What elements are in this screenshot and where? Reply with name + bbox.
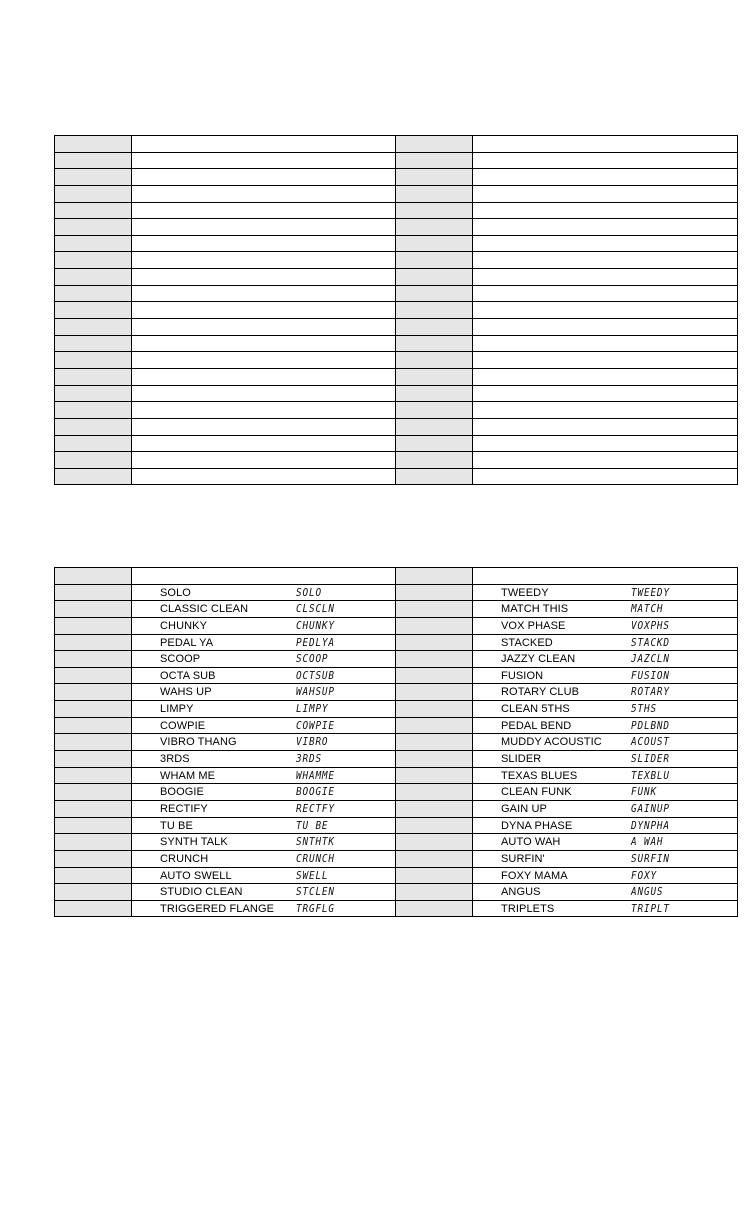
- preset-display-name: TEXBLU: [631, 768, 670, 782]
- preset-display-name: ROTARY: [631, 685, 670, 699]
- table-row: [55, 302, 738, 319]
- name-cell: [132, 235, 396, 252]
- preset-name: AUTO WAH: [501, 836, 561, 849]
- name-cell: [473, 152, 738, 169]
- number-cell: [55, 817, 132, 834]
- preset-cell: [132, 817, 396, 834]
- name-cell: [473, 252, 738, 269]
- preset-name: 3RDS: [160, 753, 190, 766]
- number-cell: [55, 269, 132, 286]
- preset-cell: [473, 667, 738, 684]
- name-cell: [132, 385, 396, 402]
- preset-name: VOX PHASE: [501, 619, 566, 632]
- number-cell: [55, 617, 132, 634]
- preset-name: MUDDY ACOUSTIC: [501, 736, 602, 749]
- preset-display-name: PDLBND: [631, 718, 670, 732]
- table-row: [55, 402, 738, 419]
- number-cell: [396, 252, 473, 269]
- name-cell: [473, 335, 738, 352]
- preset-display-name: MATCH: [631, 602, 664, 616]
- preset-cell: [132, 684, 396, 701]
- preset-cell: [132, 900, 396, 917]
- preset-name: GAIN UP: [501, 802, 547, 815]
- table-row: [55, 285, 738, 302]
- number-cell: [396, 884, 473, 901]
- number-cell: [396, 684, 473, 701]
- name-cell: [473, 202, 738, 219]
- name-cell: [473, 368, 738, 385]
- preset-cell: [473, 800, 738, 817]
- name-cell: [473, 219, 738, 236]
- table-row: [55, 751, 738, 768]
- preset-cell: [132, 634, 396, 651]
- number-cell: [55, 717, 132, 734]
- preset-cell: [473, 884, 738, 901]
- preset-display-name: OCTSUB: [296, 668, 335, 682]
- preset-cell: [473, 834, 738, 851]
- preset-display-name: FUNK: [631, 785, 657, 799]
- number-cell: [55, 651, 132, 668]
- table-row: [55, 884, 738, 901]
- number-cell: [396, 418, 473, 435]
- number-cell: [55, 136, 132, 153]
- name-cell: [473, 352, 738, 369]
- table-row: [55, 800, 738, 817]
- number-cell: [55, 402, 132, 419]
- name-cell: [473, 435, 738, 452]
- number-cell: [55, 368, 132, 385]
- preset-display-name: SURFIN: [631, 851, 670, 865]
- preset-display-name: CLSCLN: [296, 602, 335, 616]
- table-row: [55, 335, 738, 352]
- number-cell: [396, 435, 473, 452]
- preset-cell: [473, 584, 738, 601]
- name-cell: [132, 302, 396, 319]
- number-cell: [55, 767, 132, 784]
- preset-name: VIBRO THANG: [160, 736, 237, 749]
- number-cell: [55, 468, 132, 485]
- preset-display-name: GAINUP: [631, 801, 670, 815]
- number-cell: [396, 285, 473, 302]
- preset-cell: [132, 850, 396, 867]
- number-cell: [55, 252, 132, 269]
- preset-cell: [132, 867, 396, 884]
- table-row: [55, 867, 738, 884]
- name-cell: [132, 185, 396, 202]
- number-cell: [55, 235, 132, 252]
- header-name-cell: [473, 568, 738, 585]
- name-cell: [473, 269, 738, 286]
- preset-cell: [473, 850, 738, 867]
- preset-cell: [473, 684, 738, 701]
- preset-display-name: FUSION: [631, 668, 670, 682]
- preset-display-name: ACOUST: [631, 735, 670, 749]
- number-cell: [55, 319, 132, 336]
- number-cell: [396, 452, 473, 469]
- name-cell: [473, 418, 738, 435]
- name-cell: [132, 468, 396, 485]
- name-cell: [132, 269, 396, 286]
- table-row: [55, 617, 738, 634]
- number-cell: [396, 335, 473, 352]
- number-cell: [55, 867, 132, 884]
- number-cell: [396, 717, 473, 734]
- preset-cell: [473, 734, 738, 751]
- number-cell: [396, 152, 473, 169]
- preset-display-name: WAHSUP: [296, 685, 335, 699]
- preset-display-name: STCLEN: [296, 885, 335, 899]
- header-name-cell: [132, 568, 396, 585]
- number-cell: [396, 617, 473, 634]
- number-cell: [396, 834, 473, 851]
- table-row: [55, 202, 738, 219]
- preset-name: TEXAS BLUES: [501, 769, 578, 782]
- number-cell: [55, 850, 132, 867]
- preset-display-name: CRUNCH: [296, 851, 335, 865]
- number-cell: [396, 667, 473, 684]
- table-row: [55, 152, 738, 169]
- preset-cell: [473, 867, 738, 884]
- preset-name: COWPIE: [160, 719, 206, 732]
- table-row: [55, 651, 738, 668]
- table-row: [55, 784, 738, 801]
- preset-name: CLASSIC CLEAN: [160, 603, 249, 616]
- name-cell: [473, 235, 738, 252]
- name-cell: [132, 202, 396, 219]
- table-row: [55, 452, 738, 469]
- number-cell: [396, 385, 473, 402]
- number-cell: [55, 684, 132, 701]
- preset-name: TU BE: [160, 819, 193, 832]
- preset-cell: [132, 651, 396, 668]
- table-row: [55, 169, 738, 186]
- number-cell: [55, 352, 132, 369]
- preset-display-name: A WAH: [631, 835, 664, 849]
- table-row: [55, 601, 738, 618]
- factory-preset-table: [54, 567, 738, 917]
- preset-name: CLEAN FUNK: [501, 786, 572, 799]
- number-cell: [396, 402, 473, 419]
- preset-name: CLEAN 5THS: [501, 703, 570, 716]
- number-cell: [396, 468, 473, 485]
- name-cell: [132, 219, 396, 236]
- number-cell: [396, 751, 473, 768]
- preset-cell: [132, 717, 396, 734]
- table-row: [55, 684, 738, 701]
- preset-name: OCTA SUB: [160, 669, 216, 682]
- preset-name: LIMPY: [160, 703, 194, 716]
- preset-display-name: CHUNKY: [296, 618, 335, 632]
- preset-display-name: FOXY: [631, 868, 657, 882]
- number-cell: [396, 767, 473, 784]
- number-cell: [55, 834, 132, 851]
- header-number-cell: [396, 568, 473, 585]
- preset-cell: [132, 734, 396, 751]
- preset-name: FUSION: [501, 669, 544, 682]
- name-cell: [132, 169, 396, 186]
- name-cell: [132, 152, 396, 169]
- preset-name: ANGUS: [501, 886, 541, 899]
- preset-display-name: BOOGIE: [296, 785, 335, 799]
- preset-cell: [132, 667, 396, 684]
- number-cell: [396, 302, 473, 319]
- preset-name: PEDAL BEND: [501, 719, 572, 732]
- table-row: [55, 850, 738, 867]
- name-cell: [132, 368, 396, 385]
- preset-name: CRUNCH: [160, 852, 209, 865]
- table-row: [55, 185, 738, 202]
- number-cell: [55, 584, 132, 601]
- preset-name: DYNA PHASE: [501, 819, 573, 832]
- number-cell: [396, 269, 473, 286]
- table-row: [55, 817, 738, 834]
- number-cell: [55, 734, 132, 751]
- table-row: [55, 418, 738, 435]
- number-cell: [55, 152, 132, 169]
- table-row: [55, 584, 738, 601]
- number-cell: [396, 136, 473, 153]
- table-row: [55, 435, 738, 452]
- name-cell: [473, 402, 738, 419]
- preset-name: SYNTH TALK: [160, 836, 228, 849]
- preset-cell: [132, 601, 396, 618]
- number-cell: [55, 435, 132, 452]
- number-cell: [396, 867, 473, 884]
- table-row: [55, 235, 738, 252]
- preset-display-name: SOLO: [296, 585, 322, 599]
- name-cell: [473, 319, 738, 336]
- preset-name: STUDIO CLEAN: [160, 886, 243, 899]
- table-row: [55, 385, 738, 402]
- table-row: [55, 717, 738, 734]
- name-cell: [132, 418, 396, 435]
- preset-cell: [132, 751, 396, 768]
- table-row: [55, 352, 738, 369]
- preset-display-name: COWPIE: [296, 718, 335, 732]
- preset-cell: [473, 651, 738, 668]
- preset-cell: [132, 800, 396, 817]
- name-cell: [473, 136, 738, 153]
- number-cell: [396, 734, 473, 751]
- table-row: [55, 767, 738, 784]
- preset-name: JAZZY CLEAN: [501, 653, 576, 666]
- preset-name: WAHS UP: [160, 686, 212, 699]
- preset-cell: [132, 767, 396, 784]
- number-cell: [55, 667, 132, 684]
- preset-name: SOLO: [160, 586, 191, 599]
- name-cell: [473, 285, 738, 302]
- number-cell: [55, 900, 132, 917]
- preset-display-name: PEDLYA: [296, 635, 335, 649]
- number-cell: [55, 169, 132, 186]
- preset-cell: [473, 751, 738, 768]
- preset-cell: [132, 784, 396, 801]
- preset-cell: [473, 817, 738, 834]
- preset-name: MATCH THIS: [501, 603, 569, 616]
- preset-cell: [473, 767, 738, 784]
- preset-name: SLIDER: [501, 753, 542, 766]
- preset-name: ROTARY CLUB: [501, 686, 580, 699]
- number-cell: [55, 385, 132, 402]
- preset-name: SCOOP: [160, 653, 201, 666]
- preset-display-name: SNTHTK: [296, 835, 335, 849]
- number-cell: [396, 185, 473, 202]
- preset-cell: [473, 701, 738, 718]
- preset-cell: [473, 634, 738, 651]
- number-cell: [396, 850, 473, 867]
- number-cell: [396, 701, 473, 718]
- number-cell: [55, 452, 132, 469]
- preset-cell: [132, 617, 396, 634]
- number-cell: [55, 884, 132, 901]
- preset-name: TRIPLETS: [501, 902, 555, 915]
- preset-name: TWEEDY: [501, 586, 549, 599]
- name-cell: [132, 352, 396, 369]
- preset-display-name: DYNPHA: [631, 818, 670, 832]
- number-cell: [396, 800, 473, 817]
- preset-name: STACKED: [501, 636, 553, 649]
- number-cell: [396, 319, 473, 336]
- table-row: [55, 634, 738, 651]
- number-cell: [55, 202, 132, 219]
- number-cell: [55, 302, 132, 319]
- name-cell: [132, 335, 396, 352]
- number-cell: [55, 418, 132, 435]
- table-header-row: [55, 568, 738, 585]
- name-cell: [132, 402, 396, 419]
- name-cell: [132, 285, 396, 302]
- name-cell: [473, 169, 738, 186]
- number-cell: [396, 634, 473, 651]
- table-row: [55, 734, 738, 751]
- number-cell: [55, 784, 132, 801]
- preset-name: BOOGIE: [160, 786, 204, 799]
- name-cell: [473, 468, 738, 485]
- preset-cell: [473, 717, 738, 734]
- preset-cell: [132, 701, 396, 718]
- preset-display-name: WHAMME: [296, 768, 335, 782]
- header-number-cell: [55, 568, 132, 585]
- preset-display-name: SLIDER: [631, 752, 670, 766]
- preset-display-name: 5THS: [631, 702, 657, 716]
- preset-name: PEDAL YA: [160, 636, 214, 649]
- table-row: [55, 834, 738, 851]
- number-cell: [55, 601, 132, 618]
- name-cell: [473, 452, 738, 469]
- name-cell: [132, 136, 396, 153]
- preset-display-name: SWELL: [296, 868, 329, 882]
- preset-display-name: TU BE: [296, 818, 329, 832]
- preset-cell: [132, 884, 396, 901]
- preset-cell: [132, 834, 396, 851]
- number-cell: [396, 219, 473, 236]
- preset-name: CHUNKY: [160, 619, 208, 632]
- number-cell: [55, 634, 132, 651]
- preset-display-name: LIMPY: [296, 702, 329, 716]
- number-cell: [396, 584, 473, 601]
- preset-display-name: TRGFLG: [296, 901, 335, 915]
- preset-display-name: TRIPLT: [631, 901, 670, 915]
- table-row: [55, 219, 738, 236]
- preset-display-name: 3RDS: [296, 752, 322, 766]
- table-row: [55, 319, 738, 336]
- preset-display-name: RECTFY: [296, 801, 335, 815]
- preset-name: RECTIFY: [160, 802, 208, 815]
- number-cell: [396, 784, 473, 801]
- preset-name: FOXY MAMA: [501, 869, 568, 882]
- table-row: [55, 468, 738, 485]
- name-cell: [473, 385, 738, 402]
- preset-display-name: STACKD: [631, 635, 670, 649]
- number-cell: [55, 335, 132, 352]
- number-cell: [396, 202, 473, 219]
- number-cell: [396, 900, 473, 917]
- preset-display-name: SCOOP: [296, 652, 329, 666]
- number-cell: [396, 169, 473, 186]
- number-cell: [396, 352, 473, 369]
- number-cell: [396, 601, 473, 618]
- table-row: [55, 667, 738, 684]
- number-cell: [55, 185, 132, 202]
- name-cell: [132, 252, 396, 269]
- name-cell: [132, 452, 396, 469]
- name-cell: [132, 319, 396, 336]
- name-cell: [132, 435, 396, 452]
- preset-cell: [473, 784, 738, 801]
- table-row: [55, 269, 738, 286]
- preset-display-name: ANGUS: [631, 885, 664, 899]
- blank-preset-table: [54, 135, 738, 485]
- preset-display-name: JAZCLN: [631, 652, 670, 666]
- preset-display-name: TWEEDY: [631, 585, 670, 599]
- preset-cell: [473, 617, 738, 634]
- number-cell: [55, 701, 132, 718]
- table-row: [55, 368, 738, 385]
- table-row: [55, 252, 738, 269]
- number-cell: [396, 651, 473, 668]
- preset-cell: [132, 584, 396, 601]
- number-cell: [396, 817, 473, 834]
- preset-name: AUTO SWELL: [160, 869, 232, 882]
- preset-name: TRIGGERED FLANGE: [160, 902, 275, 915]
- table-row: [55, 900, 738, 917]
- number-cell: [55, 285, 132, 302]
- table-row: [55, 136, 738, 153]
- preset-name: SURFIN': [501, 852, 545, 865]
- number-cell: [396, 368, 473, 385]
- preset-cell: [473, 900, 738, 917]
- preset-cell: [473, 601, 738, 618]
- name-cell: [473, 302, 738, 319]
- name-cell: [473, 185, 738, 202]
- preset-display-name: VIBRO: [296, 735, 329, 749]
- number-cell: [396, 235, 473, 252]
- preset-name: WHAM ME: [160, 769, 216, 782]
- preset-display-name: VOXPHS: [631, 618, 670, 632]
- table-row: [55, 701, 738, 718]
- number-cell: [55, 751, 132, 768]
- number-cell: [55, 219, 132, 236]
- number-cell: [55, 800, 132, 817]
